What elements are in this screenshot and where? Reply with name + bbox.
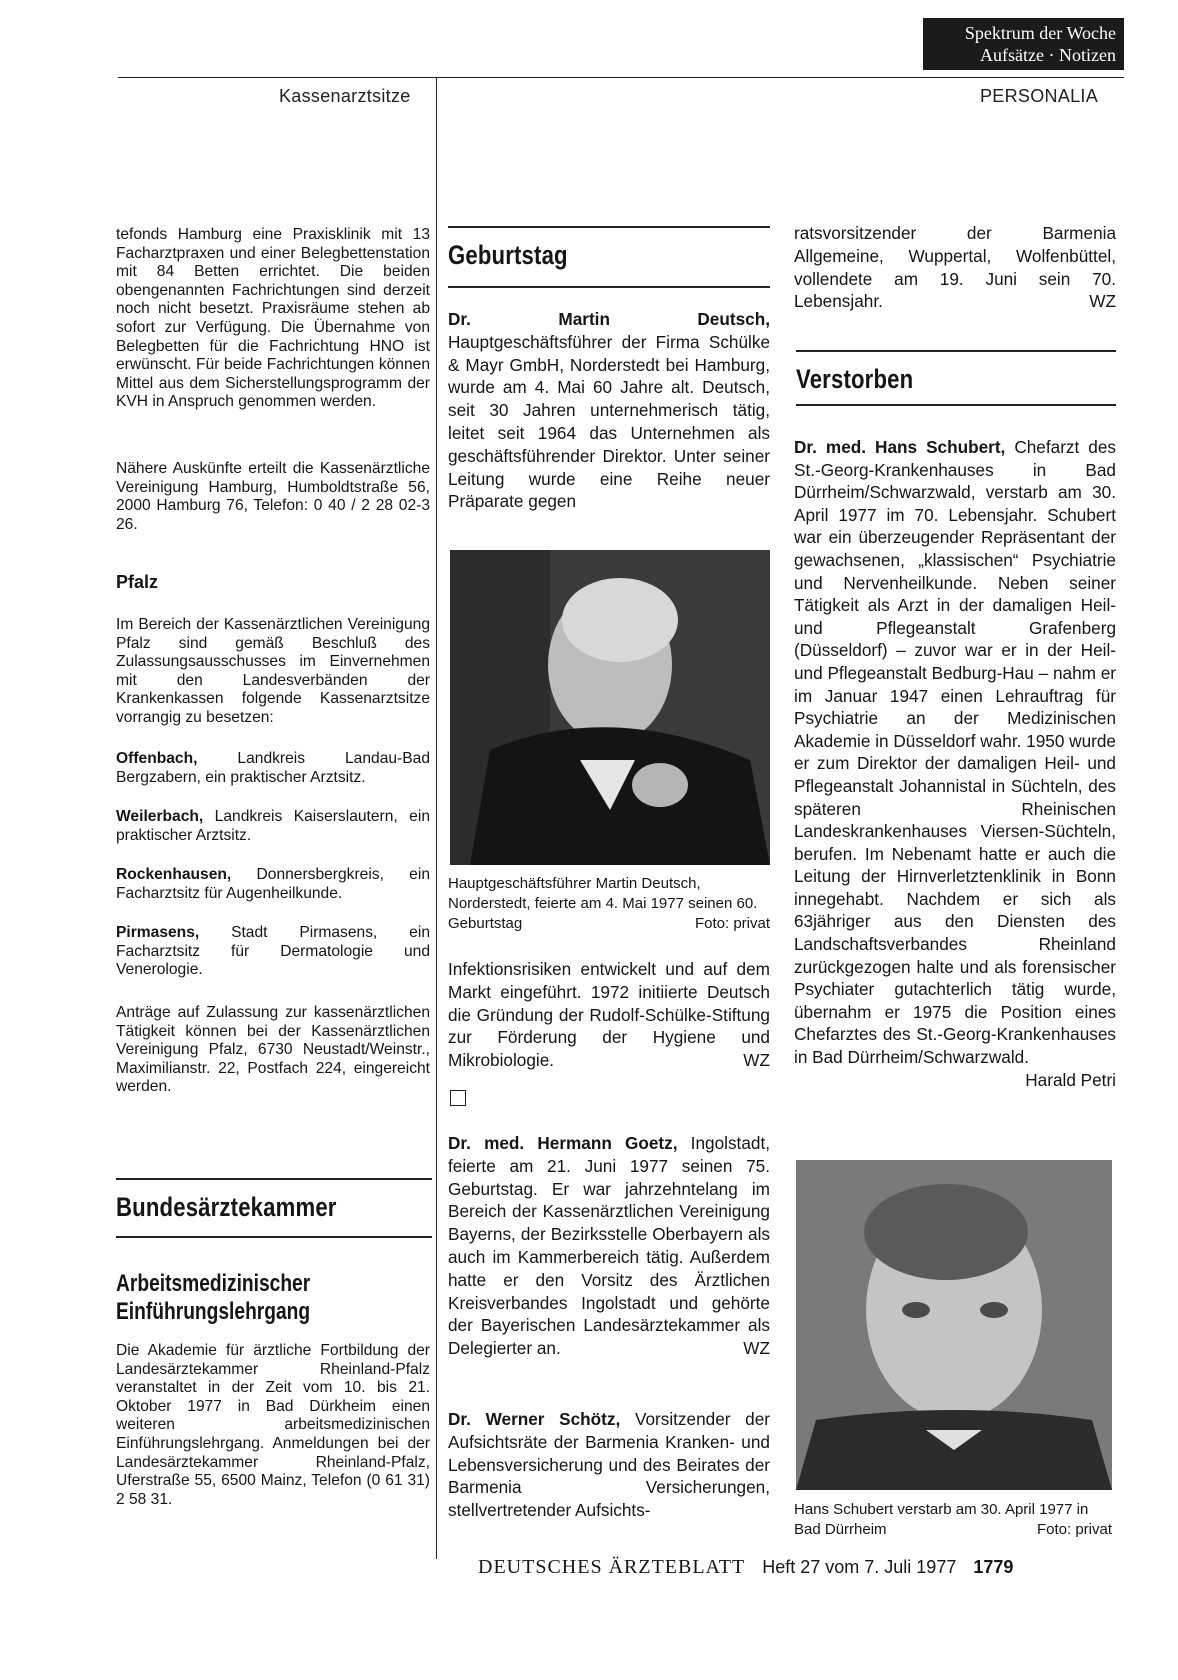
para-deutsch [448, 308, 770, 513]
heading-verstorben: Verstorben [796, 364, 914, 394]
entry-place: Rockenhausen, [116, 866, 232, 883]
para-auskuenfte: Nähere Auskünfte erteilt die Kassenärztliche Vereinigung Hamburg, Humboldtstraße 56, 2000 Hamburg 76, Telefon: 0 40 / 2 28 02-3 26. [116, 460, 430, 533]
badge-line-1: Spektrum der Woche [964, 23, 1116, 43]
section-rule [448, 226, 770, 228]
entry-text: Stadt Pirmasens, ein Facharztsitz für Dermatologie und Venerologie. [116, 924, 430, 979]
caption-schubert [794, 1500, 1112, 1540]
caption-text: Hauptgeschäftsführer Martin Deutsch, Norderstedt, feierte am 4. Mai 1977 seinen 60. Geburtstag [448, 875, 758, 932]
footer [478, 1556, 1013, 1579]
entry-text: Landkreis Landau-Bad Bergzabern, ein praktischer Arztsitz. [116, 750, 430, 786]
person-text: Ingolstadt, feierte am 21. Juni 1977 seinen 75. Geburtstag. Er war jahrzehntelang im Bereich der Kassenärztlichen Vereinigung Bayerns, der Bezirksstelle Oberbayern als auch im Kammerbereich tätig. Außerdem hatte er den Vorsitz des Ärztlichen Kreisverbandes Ingolstadt und gehörte der Bayerischen Landesärztekammer als Delegierter an. [448, 1133, 770, 1359]
author-sign: WZ [1089, 291, 1116, 312]
portrait-photo-deutsch [450, 550, 770, 865]
person-text: Vorsitzender der Aufsichtsräte der Barmenia Kranken- und Lebensversicherung und des Beirates der Barmenia Versicherungen, stellvertretender Aufsichts- [448, 1409, 770, 1521]
section-rule [116, 1178, 432, 1180]
section-badge [923, 18, 1124, 70]
badge-line-2: Aufsätze · Notizen [980, 45, 1116, 65]
para-goetz [448, 1132, 770, 1360]
person-text: Chefarzt des St.-Georg-Krankenhauses in Bad Dürrheim/Schwarzwald, verstarb am 30. April 1977 im 70. Lebensjahr. Schubert war ein überzeugender Repräsentant der gewachsenen, „klassischen“ Psychiatrie und Nervenheilkunde. Neben seiner Tätigkeit als Arzt in der damaligen Heil- und Pflegeanstalt Grafenberg (Düsseldorf) – zuvor war er in der Heil- und Pflegeanstalt Bedburg-Hau – nahm er im Januar 1947 einen Lehrauftrag für Psychiatrie an der Medizinischen Akademie in Düsseldorf wahr. 1950 wurde er zum Direktor der damaligen Heil- und Pflegeanstalt Johannistal in Süchteln, des späteren Rheinischen Landeskrankenhauses Viersen-Süchteln, berufen. Im Nebenamt hatte er auch die Leitung der Hirnverletztenklinik in Bonn innegehabt. Nachdem er sich als 63jähriger aus den Diensten des Landschaftsverbandes Rheinland zurückgezogen halte und als forensischer Psychiater gutachterlich tätig wurde, übernahm er 1975 die Position eines Chefarztes des St.-Georg-Krankenhauses in Bad Dürrheim/Schwarzwald. [794, 437, 1117, 1068]
photo-credit: Foto: privat [694, 915, 770, 932]
entry-place: Pirmasens, [116, 924, 200, 941]
para-akademie: Die Akademie für ärztliche Fortbildung der Landesärztekammer Rheinland-Pfalz veranstaltet in der Zeit vom 10. bis 21. Oktober 1977 in Bad Dürkheim einen weiteren arbeitsmedizinischen Einführungslehrgang. Anmeldungen bei der Landesärztekammer Rheinland-Pfalz, Uferstraße 55, 6500 Mainz, Telefon (0 61 31) 2 58 31. [116, 1342, 430, 1508]
issue-info: Heft 27 vom 7. Juli 1977 [762, 1557, 957, 1577]
subheading-line-2: Einführungslehrgang [116, 1298, 311, 1325]
entry-text: Donnersbergkreis, ein Facharztsitz für Augenheilkunde. [116, 866, 430, 902]
person-name: Dr. Werner Schötz, [448, 1409, 621, 1429]
para-deutsch-cont [448, 958, 770, 1072]
left-header-label: Kassenarztsitze [279, 86, 411, 106]
section-rule [116, 1236, 432, 1238]
person-name: Dr. Martin Deutsch, [448, 309, 770, 329]
subheading-line-1: Arbeitsmedizinischer [116, 1270, 311, 1297]
portrait-image [796, 1160, 1112, 1490]
para-text: Infektionsrisiken entwickelt und auf dem Markt eingeführt. 1972 initiierte Deutsch die Gründung der Rudolf-Schülke-Stiftung zur Förderung der Hygiene und Mikrobiologie. [448, 959, 770, 1071]
page-number: 1779 [973, 1557, 1014, 1577]
entry-weilerbach [116, 808, 430, 845]
portrait-photo-schubert [796, 1160, 1112, 1490]
section-rule [448, 286, 770, 288]
entry-place: Offenbach, [116, 750, 198, 767]
header-rule [118, 77, 1124, 78]
author-name: Harald Petri [1025, 1069, 1116, 1090]
author-sign: WZ [743, 1050, 770, 1071]
column-divider [436, 77, 437, 1559]
heading-bundesaerztekammer: Bundesärztekammer [116, 1192, 337, 1222]
para-text: ratsvorsitzender der Barmenia Allgemeine, Wuppertal, Wolfenbüttel, vollendete am 19. Juni sein 70. Lebensjahr. [794, 223, 1116, 312]
para-schoetz [448, 1408, 770, 1522]
para-antraege: Anträge auf Zulassung zur kassenärztlichen Tätigkeit können bei der Kassenärztlichen Vereinigung Pfalz, 6730 Neustadt/Weinstr., Maximilianstr. 22, Postfach 224, eingereicht werden. [116, 1004, 430, 1096]
pfalz-heading: Pfalz [116, 572, 159, 592]
para-pfalz-intro: Im Bereich der Kassenärztlichen Vereinigung Pfalz sind gemäß Beschluß des Zulassungsausschusses im Einvernehmen mit den Landesverbänden der Krankenkassen folgende Kassenarztsitze vorrangig zu besetzen: [116, 616, 430, 726]
section-rule [796, 350, 1116, 352]
photo-credit: Foto: privat [1036, 1521, 1112, 1538]
entry-pirmasens [116, 924, 430, 980]
portrait-image [450, 550, 770, 865]
journal-name: DEUTSCHES ÄRZTEBLATT [478, 1556, 746, 1578]
entry-place: Weilerbach, [116, 808, 204, 825]
subheading-lehrgang [116, 1270, 310, 1326]
person-text: Hauptgeschäftsführer der Firma Schülke & Mayr GmbH, Norderstedt bei Hamburg, wurde am 4. Mai 60 Jahre alt. Deutsch, seit 30 Jahren unternehmerisch tätig, leitet seit 1964 das Unternehmen als geschäftsführender Direktor. Unter seiner Leitung wurde eine Reihe neuer Präparate gegen [448, 331, 770, 512]
entry-rockenhausen [116, 866, 430, 903]
person-name: Dr. med. Hermann Goetz, [448, 1133, 678, 1153]
right-header-label: PERSONALIA [980, 86, 1099, 106]
para-schubert [794, 436, 1116, 1091]
entry-text: Landkreis Kaiserslautern, ein praktischer Arztsitz. [116, 808, 430, 844]
caption-deutsch [448, 874, 770, 934]
caption-text: Hans Schubert verstarb am 30. April 1977 in Bad Dürrheim [794, 1501, 1089, 1538]
entry-offenbach [116, 750, 430, 787]
heading-geburtstag: Geburtstag [448, 240, 568, 270]
para-schoetz-cont [794, 222, 1116, 313]
section-rule [796, 404, 1116, 406]
person-name: Dr. med. Hans Schubert, [794, 437, 1006, 457]
author-sign: WZ [743, 1338, 770, 1359]
end-mark-square [450, 1090, 466, 1106]
para-hamburg: tefonds Hamburg eine Praxisklinik mit 13 Facharztpraxen und einer Belegbettenstation mit 84 Betten errichtet. Die beiden obengenannten Fachrichtungen sind derzeit noch nicht besetzt. Praxisräume stehen ab sofort zur Verfügung. Die Übernahme von Belegbetten für die Fachrichtung HNO ist erwünscht. Für beide Fachrichtungen können Mittel aus dem Sicherstellungsprogramm der KVH in Anspruch genommen werden. [116, 226, 430, 411]
